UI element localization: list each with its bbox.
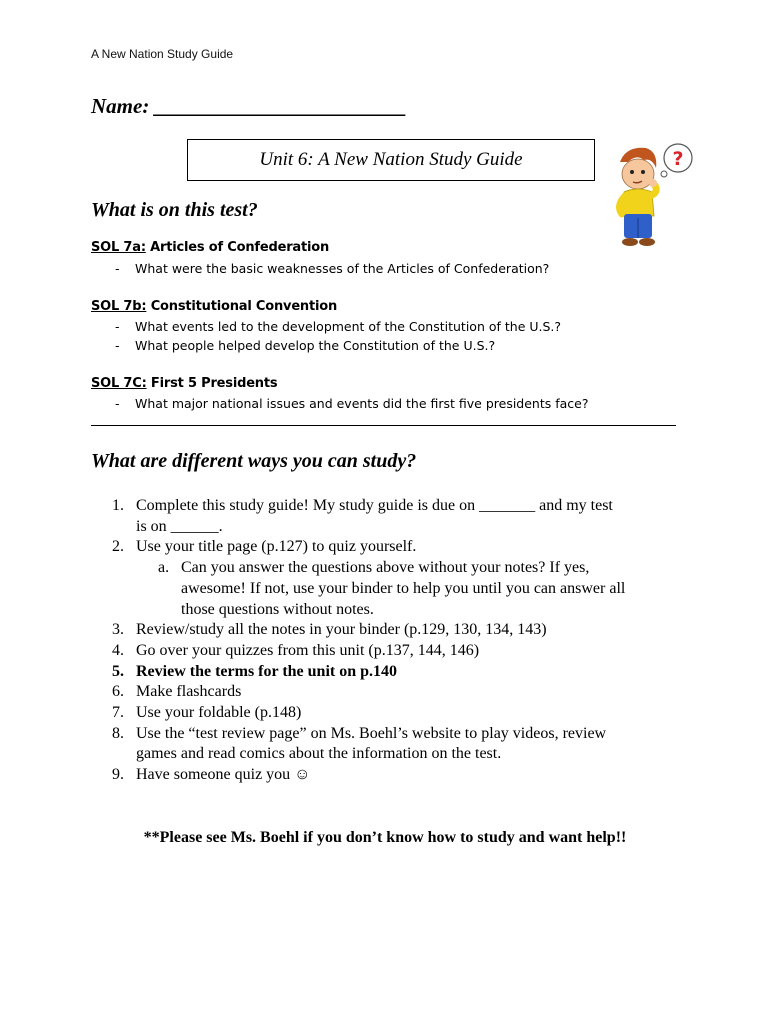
closing-note: **Please see Ms. Boehl if you don’t know how to study and want help!! bbox=[143, 829, 627, 846]
list-item: - What were the basic weaknesses of the Articles of Confederation? bbox=[115, 261, 550, 276]
divider bbox=[91, 425, 676, 426]
list-item: 4. Go over your quizzes from this unit (p.137, 144, 146) bbox=[112, 641, 480, 659]
sol-topic: Constitutional Convention bbox=[146, 299, 338, 314]
sol-code: SOL 7b: bbox=[91, 299, 147, 314]
sol-code: SOL 7C: bbox=[91, 376, 147, 391]
list-item: - What events led to the development of the Constitution of the U.S.? bbox=[115, 319, 562, 334]
sol-topic: Articles of Confederation bbox=[145, 240, 330, 255]
sol-7b-heading bbox=[91, 299, 337, 314]
list-item: 8. Use the “test review page” on Ms. Boehl’s website to play videos, review games and read comics about the information on the test. bbox=[112, 724, 607, 763]
name-field bbox=[91, 94, 407, 119]
list-item: 6. Make flashcards bbox=[112, 683, 242, 701]
question-mark-icon: ? bbox=[672, 148, 684, 170]
list-item: 1. Complete this study guide! My study guide is due on _______ and my test is on ______. bbox=[112, 497, 613, 535]
list-item: - What major national issues and events did the first five presidents face? bbox=[115, 396, 589, 411]
list-item: 9. Have someone quiz you ☺ bbox=[112, 766, 311, 784]
list-item: 5. Review the terms for the unit on p.140 bbox=[112, 662, 398, 680]
name-label: Name: bbox=[91, 94, 155, 118]
title-box bbox=[187, 139, 595, 181]
list-item: 2. Use your title page (p.127) to quiz yourself. bbox=[112, 538, 417, 556]
running-header: A New Nation Study Guide bbox=[91, 47, 234, 61]
list-item: 3. Review/study all the notes in your binder (p.129, 130, 134, 143) bbox=[112, 621, 547, 639]
list-item: - What people helped develop the Constitution of the U.S.? bbox=[115, 338, 496, 353]
thinking-boy-illustration bbox=[606, 140, 698, 252]
study-list bbox=[91, 496, 711, 786]
test-heading: What is on this test? bbox=[91, 199, 258, 221]
sol-code: SOL 7a: bbox=[91, 240, 146, 255]
page-title: Unit 6: A New Nation Study Guide bbox=[259, 149, 523, 170]
sol-topic: First 5 Presidents bbox=[146, 376, 278, 391]
study-heading: What are different ways you can study? bbox=[91, 450, 417, 472]
sol-7a-heading bbox=[91, 240, 329, 255]
list-item: a. Can you answer the questions above without your notes? If yes, awesome! If not, use your binder to help you until you can answer all those questions without notes. bbox=[158, 559, 626, 618]
list-item: 7. Use your foldable (p.148) bbox=[112, 704, 302, 722]
sol-7c-heading bbox=[91, 376, 277, 391]
name-blank: ________________________ bbox=[154, 94, 407, 118]
